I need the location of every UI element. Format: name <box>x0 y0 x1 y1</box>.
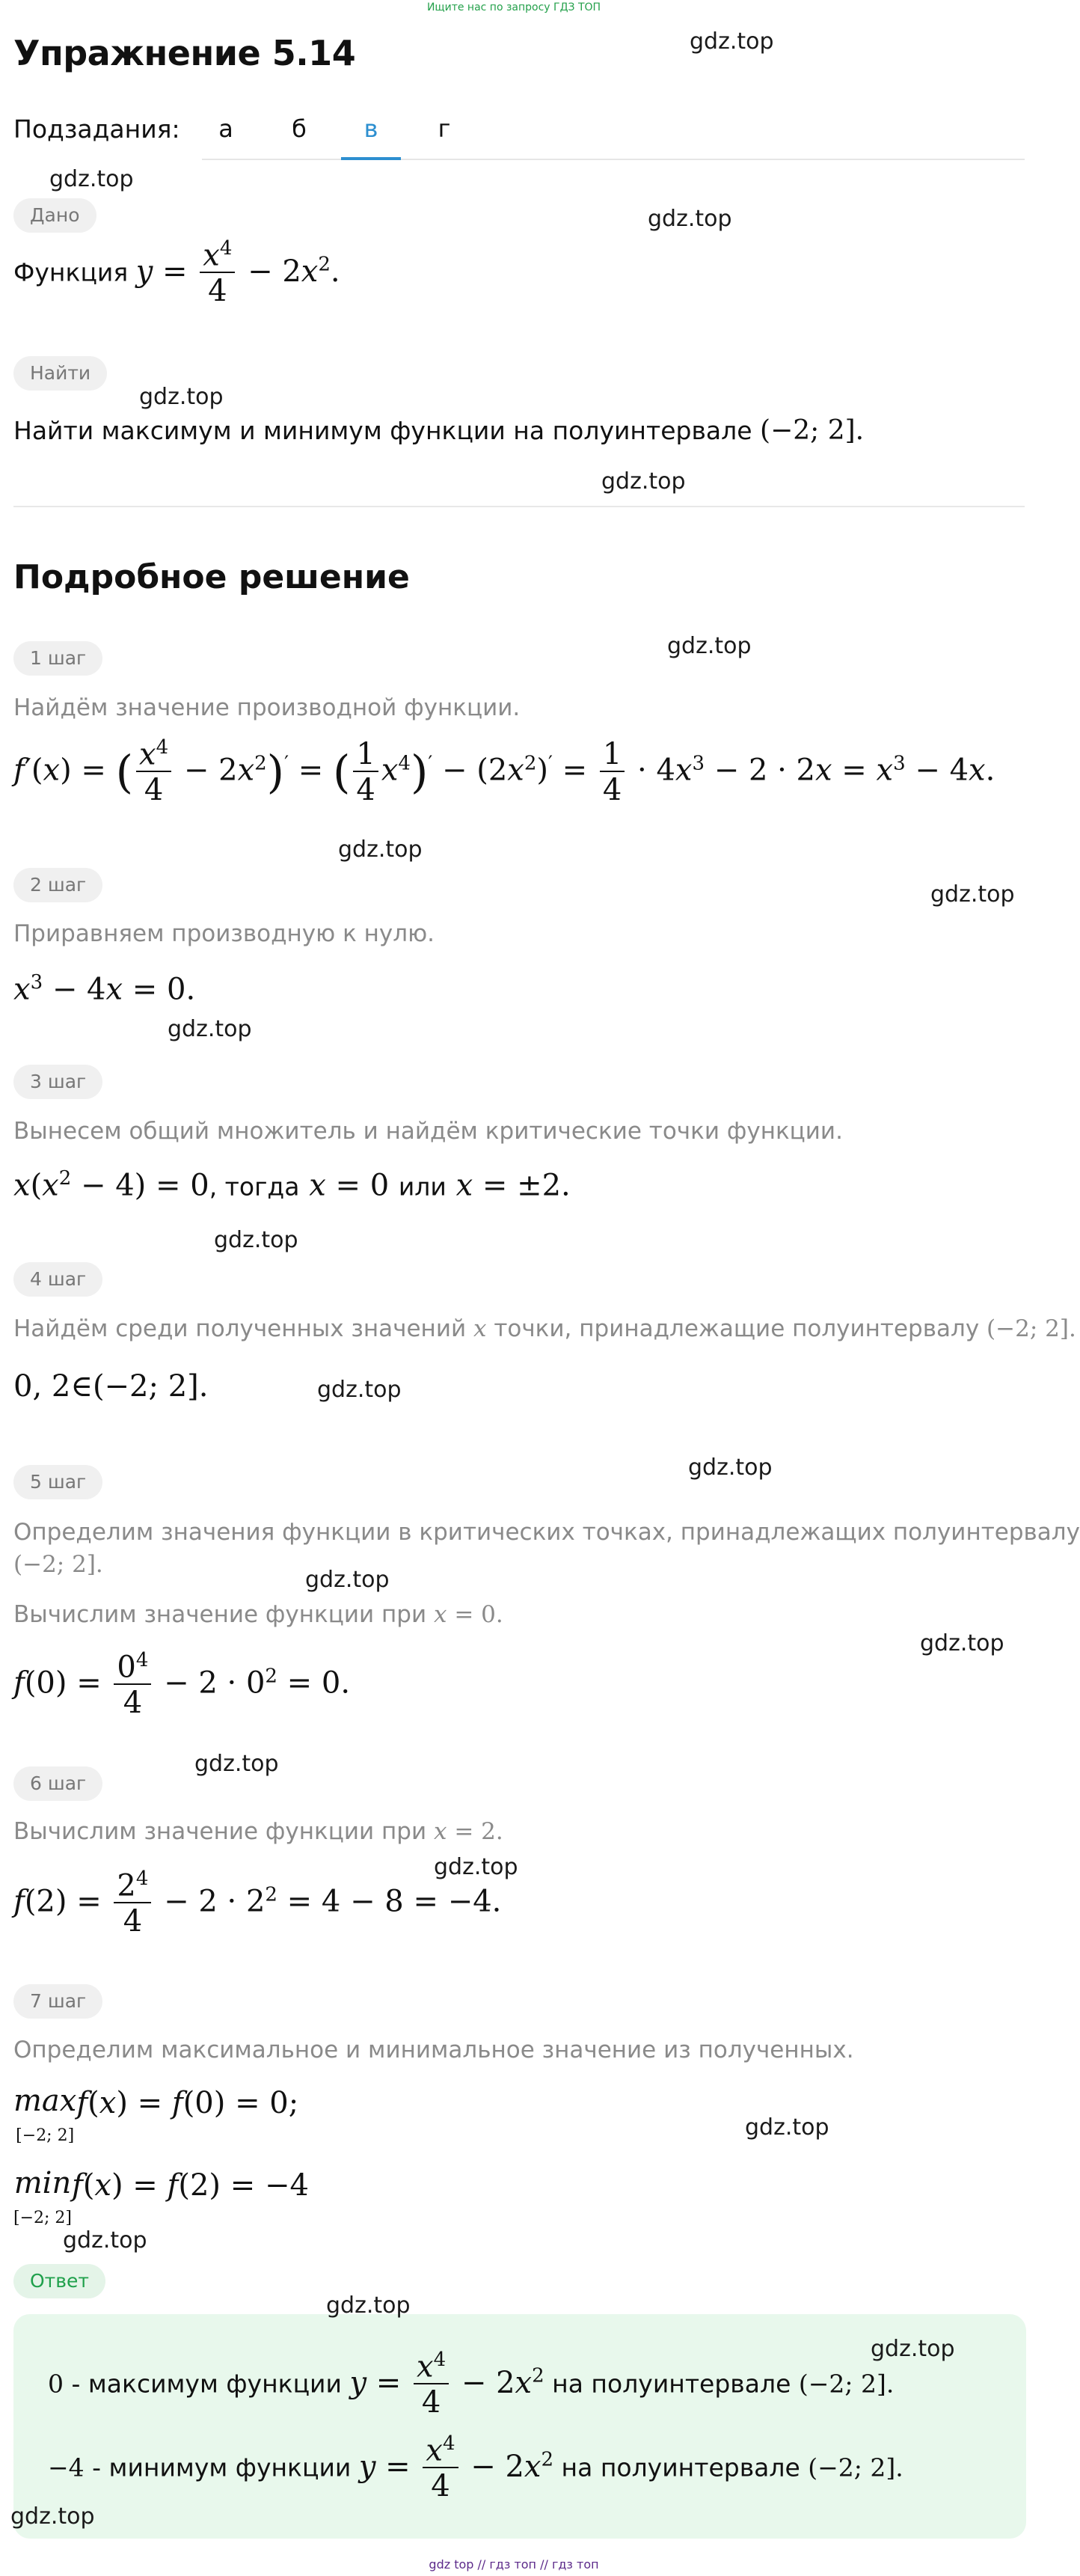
step-5-formula: f(0) = $\frac{0^4}{4}$ − $2 \cdot 0^2 = 0$. <box>13 1649 351 1721</box>
step-5-text2: Вычислим значение функции при x = 0. <box>13 1601 503 1628</box>
answer-max-text: - максимум функции <box>71 2369 342 2399</box>
subtasks-label: Подзадания: <box>13 114 180 144</box>
step-6-pill: 6 шаг <box>13 1766 102 1801</box>
answer-line-2: −4 - минимум функции y = $\frac{x^4}{4}$ − $2x^2$ на полуинтервале (−2; 2]. <box>48 2432 903 2504</box>
watermark: gdz.top <box>49 166 134 192</box>
step-2-formula: $x^3 - 4x = 0$. <box>13 971 196 1007</box>
watermark: gdz.top <box>601 468 686 495</box>
step-4-text: Найдём среди полученных значений x точки, принадлежащие полуинтервалу (−2; 2]. <box>13 1315 1076 1342</box>
step-5-pill: 5 шаг <box>13 1465 102 1499</box>
page-title: Упражнение 5.14 <box>13 33 356 73</box>
top-banner: Ищите нас по запросу ГДЗ ТОП <box>426 1 601 13</box>
step-5-interval: (−2; 2]. <box>13 1551 103 1578</box>
given-lead: Функция <box>13 257 129 287</box>
step-2-pill: 2 шаг <box>13 868 102 902</box>
answer-interval-text-1: на полуинтервале <box>552 2369 791 2399</box>
tab-v[interactable]: в <box>363 114 378 143</box>
watermark: gdz.top <box>139 384 224 410</box>
watermark: gdz.top <box>690 28 774 55</box>
watermark: gdz.top <box>168 1016 252 1042</box>
answer-line-1: 0 - максимум функции y = $\frac{x^4}{4}$ − $2x^2$ на полуинтервале (−2; 2]. <box>48 2349 895 2420</box>
step-6-text-label: Вычислим значение функции при <box>13 1818 427 1845</box>
step-3-formula: $x(x^2 - 4) = 0$, тогда x = 0 или x = ±2. <box>13 1167 571 1203</box>
solution-title: Подробное решение <box>13 558 410 596</box>
tab-g[interactable]: г <box>438 114 451 143</box>
step-1-formula: f′(x) = ( $\frac{x^4}{4}$ − $2x^2)'$ = ( $\frac{1}{4}$ $x^4)' - (2x^2)'$ = $\frac{1}{4}$ · $4x^3 - 2 \cdot 2x = x^3 - 4x$. <box>13 736 995 808</box>
answer-pill: Ответ <box>13 2264 105 2298</box>
watermark: gdz.top <box>688 1454 773 1481</box>
find-text: Найти максимум и минимум функции на полуинтервале <box>13 416 752 445</box>
section-divider <box>13 506 1025 507</box>
watermark: gdz.top <box>10 2503 95 2530</box>
step-6-formula: f(2) = $\frac{2^4}{4}$ − $2 \cdot 2^2 = 4 - 8 = -4$. <box>13 1867 502 1939</box>
watermark: gdz.top <box>871 2336 955 2362</box>
answer-min-text: - минимум функции <box>92 2453 352 2482</box>
watermark: gdz.top <box>63 2227 147 2254</box>
answer-interval-text-2: на полуинтервале <box>561 2453 800 2482</box>
step-1-pill: 1 шаг <box>13 641 102 676</box>
watermark: gdz.top <box>920 1630 1004 1656</box>
step-7-min: min [−2; 2]f(x) = f(2) = −4 <box>13 2166 309 2227</box>
find-statement: Найти максимум и минимум функции на полуинтервале (−2; 2]. <box>13 415 865 446</box>
tab-b[interactable]: б <box>292 114 307 143</box>
watermark: gdz.top <box>338 836 423 863</box>
step-5-text: Определим значения функции в критических точках, принадлежащих полуинтервалу <box>13 1519 1080 1546</box>
watermark: gdz.top <box>434 1854 518 1880</box>
step-3-then: , тогда <box>209 1172 300 1202</box>
step-4-formula: 0, 2∈(−2; 2]. <box>13 1369 209 1404</box>
watermark: gdz.top <box>648 206 732 232</box>
given-pill: Дано <box>13 198 96 233</box>
find-pill: Найти <box>13 356 107 391</box>
watermark: gdz.top <box>667 633 752 659</box>
step-5-text2-label: Вычислим значение функции при <box>13 1601 427 1628</box>
watermark: gdz.top <box>317 1377 402 1403</box>
given-function: Функция y = $\frac{x^4}{4}$ − $2x^2$. <box>13 237 340 309</box>
watermark: gdz.top <box>194 1751 279 1777</box>
step-3-text: Вынесем общий множитель и найдём критические точки функции. <box>13 1118 843 1145</box>
tabs-baseline <box>202 159 1025 160</box>
step-7-max: max [−2; 2]f(x) = f(0) = 0; <box>13 2084 299 2145</box>
step-4-text-after: точки, принадлежащие полуинтервалу <box>494 1315 980 1342</box>
watermark: gdz.top <box>214 1227 298 1253</box>
watermark: gdz.top <box>326 2292 411 2319</box>
step-4-pill: 4 шаг <box>13 1262 102 1297</box>
step-4-text-before: Найдём среди полученных значений <box>13 1315 467 1342</box>
step-7-pill: 7 шаг <box>13 1984 102 2019</box>
step-3-pill: 3 шаг <box>13 1065 102 1099</box>
watermark: gdz.top <box>930 881 1015 908</box>
watermark: gdz.top <box>305 1567 390 1593</box>
tab-a[interactable]: а <box>218 114 233 143</box>
watermark: gdz.top <box>745 2114 829 2141</box>
step-7-text: Определим максимальное и минимальное значение из полученных. <box>13 2037 854 2063</box>
step-6-text: Вычислим значение функции при x = 2. <box>13 1818 503 1845</box>
step-1-text: Найдём значение производной функции. <box>13 694 521 721</box>
tab-active-indicator <box>341 157 401 160</box>
step-2-text: Приравняем производную к нулю. <box>13 920 435 947</box>
step-3-or: или <box>398 1172 447 1202</box>
footer-links[interactable]: gdz top // гдз топ // гдз топ <box>429 2557 599 2572</box>
